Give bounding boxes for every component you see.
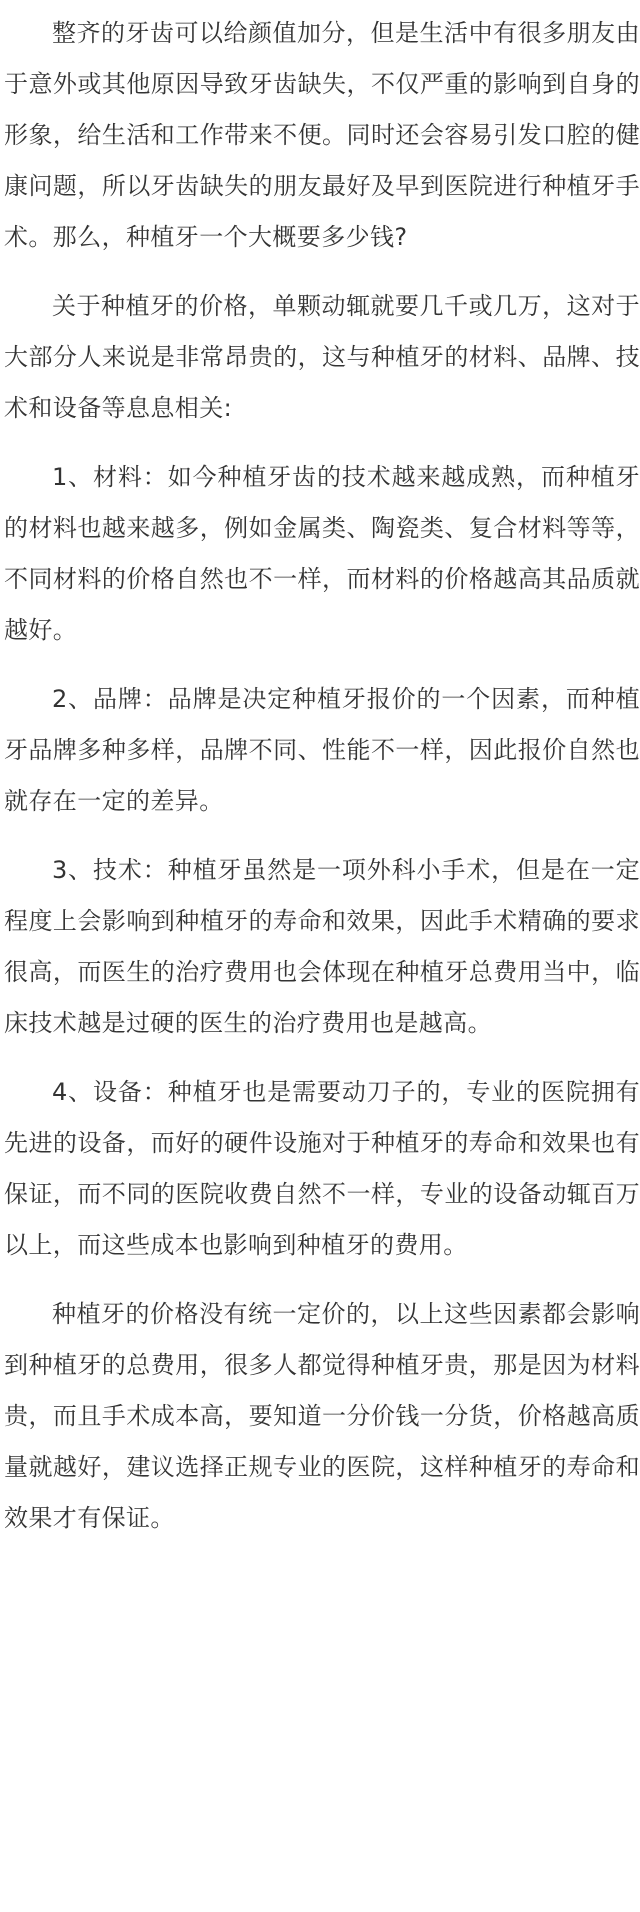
intro-paragraph: 整齐的牙齿可以给颜值加分，但是生活中有很多朋友由于意外或其他原因导致牙齿缺失，不仅严重的影响到自身的形象，给生活和工作带来不便。同时还会容易引发口腔的健康问题，所以牙齿缺失的朋友最好及早到医院进行种植牙手术。那么，种植牙一个大概要多少钱?	[4, 19, 640, 251]
conclusion-paragraph: 种植牙的价格没有统一定价的，以上这些因素都会影响到种植牙的总费用，很多人都觉得种植牙贵，那是因为材料贵，而且手术成本高，要知道一分价钱一分货，价格越高质量就越好，建议选择正规专业的医院，这样种植牙的寿命和效果才有保证。	[4, 1300, 640, 1532]
brand-paragraph: 2、品牌：品牌是决定种植牙报价的一个因素，而种植牙品牌多种多样，品牌不同、性能不一样，因此报价自然也就存在一定的差异。	[4, 685, 640, 815]
material-paragraph: 1、材料：如今种植牙齿的技术越来越成熟，而种植牙的材料也越来越多，例如金属类、陶瓷类、复合材料等等，不同材料的价格自然也不一样，而材料的价格越高其品质就越好。	[4, 463, 640, 644]
equipment-paragraph: 4、设备：种植牙也是需要动刀子的，专业的医院拥有先进的设备，而好的硬件设施对于种植牙的寿命和效果也有保证，而不同的医院收费自然不一样，专业的设备动辄百万以上，而这些成本也影响到种植牙的费用。	[4, 1078, 640, 1259]
technique-paragraph: 3、技术：种植牙虽然是一项外科小手术，但是在一定程度上会影响到种植牙的寿命和效果，因此手术精确的要求很高，而医生的治疗费用也会体现在种植牙总费用当中，临床技术越是过硬的医生的治疗费用也是越高。	[4, 856, 640, 1037]
price-overview-paragraph: 关于种植牙的价格，单颗动辄就要几千或几万，这对于大部分人来说是非常昂贵的，这与种植牙的材料、品牌、技术和设备等息息相关:	[4, 292, 640, 422]
